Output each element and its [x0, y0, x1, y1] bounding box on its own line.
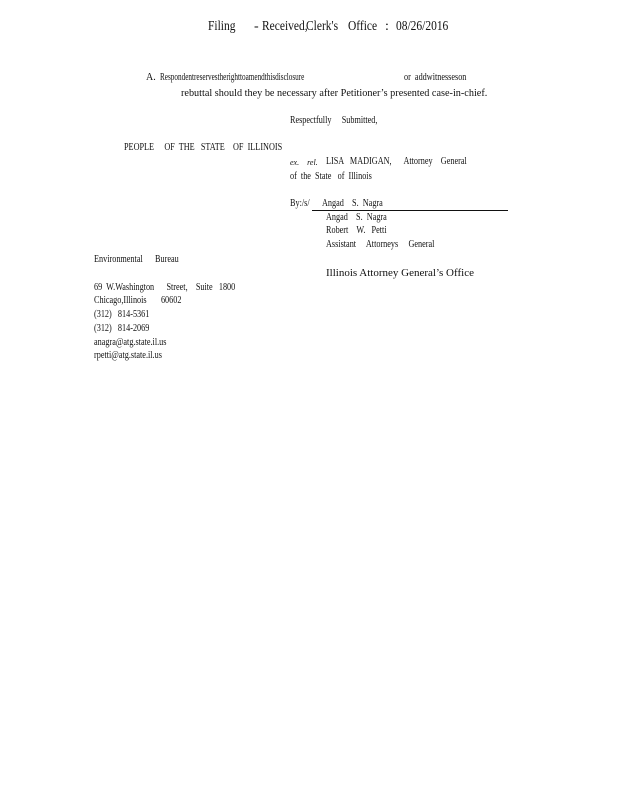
- city-address: Chicago,Illinois 60602: [94, 295, 182, 306]
- closing-text: Respectfully Submitted,: [290, 115, 378, 126]
- phone-2: (312) 814-2069: [94, 323, 150, 334]
- by-label: By:/s/: [290, 198, 310, 209]
- filing-word: Filing: [208, 19, 236, 34]
- header-colon: :: [385, 19, 389, 34]
- attorney-general-line: LISA MADIGAN, Attorney General: [326, 156, 467, 167]
- state-line: of the State of Illinois: [290, 171, 372, 182]
- office-word: Office: [348, 19, 378, 34]
- party-name: PEOPLE OF THE STATE OF ILLINOIS: [124, 142, 283, 153]
- ex-rel: ex. rel.: [290, 158, 318, 167]
- item-letter: A.: [146, 72, 156, 83]
- by-signature-name: Angad S. Nagra: [322, 198, 383, 209]
- phone-1: (312) 814-5361: [94, 309, 150, 320]
- attorney-name-1: Angad S. Nagra: [326, 212, 387, 223]
- clerks-word: Clerk's: [306, 19, 339, 34]
- signature-line: [312, 210, 508, 211]
- bureau-name: Environmental Bureau: [94, 254, 179, 265]
- disclosure-line1-part1: Respondentreservestherighttoamendthisdisclosure: [160, 72, 305, 83]
- email-1[interactable]: anagra@atg.state.il.us: [94, 337, 167, 348]
- header-dash: -: [254, 19, 259, 34]
- attorney-title: Assistant Attorneys General: [326, 239, 435, 250]
- email-2[interactable]: rpetti@atg.state.il.us: [94, 350, 162, 361]
- filing-date: 08/26/2016: [396, 19, 449, 34]
- received-word: Received,: [262, 19, 308, 34]
- disclosure-line2: rebuttal should they be necessary after Petitioner’s presented case-in-chief.: [181, 87, 488, 99]
- office-name: Illinois Attorney General’s Office: [326, 267, 474, 279]
- attorney-name-2: Robert W. Petti: [326, 225, 387, 236]
- street-address: 69 W.Washington Street, Suite 1800: [94, 282, 236, 293]
- disclosure-line1-part2: or addwitnesseson: [404, 72, 467, 83]
